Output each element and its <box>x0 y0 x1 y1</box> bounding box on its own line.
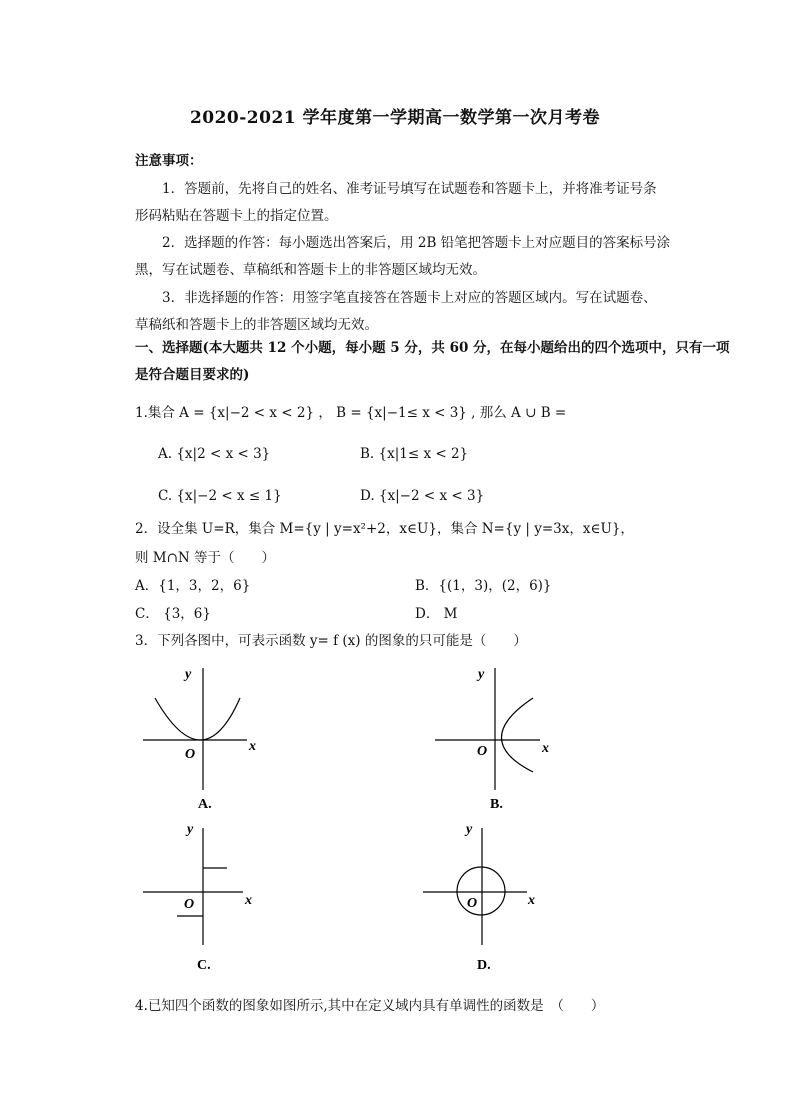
q1-stem: 1.集合 A = {x|−2 < x < 2} ， B = {x|−1≤ x < 3} , 那么 A ∪ B = <box>135 405 567 421</box>
q2-option-b: B．{(1，3)，(2，6)} <box>415 578 552 594</box>
section1-heading-line1: 一、选择题(本大题共 12 个小题，每小题 5 分，共 60 分，在每小题给出的四个选项中，只有一项 <box>135 340 730 356</box>
q3-stem: 3．下列各图中，可表示函数 y= f (x) 的图象的只可能是（ ） <box>135 633 527 649</box>
notice-item-1-line1: 1．答题前，先将自己的姓名、准考证号填写在试题卷和答题卡上，并将准考证号条 <box>162 181 657 197</box>
q4-stem: 4.已知四个函数的图象如图所示,其中在定义域内具有单调性的函数是 （ ） <box>135 998 605 1014</box>
section1-heading-line2: 是符合题目要求的) <box>135 367 250 383</box>
exam-title: 2020-2021 学年度第一学期高一数学第一次月考卷 <box>189 108 601 128</box>
q2-option-c: C． {3，6} <box>135 606 211 622</box>
x-label: x <box>528 893 535 908</box>
notice-item-2-line2: 黑，写在试题卷、草稿纸和答题卡上的非答题区域均无效。 <box>135 262 486 278</box>
graph-caption: C. <box>197 958 211 973</box>
y-label: y <box>478 667 485 682</box>
y-label: y <box>466 822 473 837</box>
sideways-parabola-curve <box>502 698 534 772</box>
q1-option-b: B. {x|1≤ x < 2} <box>360 446 469 462</box>
notice-item-1-line2: 形码粘贴在答题卡上的指定位置。 <box>135 208 338 224</box>
q2-option-a: A．{1，3，2，6} <box>135 578 251 594</box>
notice-heading: 注意事项： <box>135 153 203 169</box>
graph-caption: B. <box>490 797 503 812</box>
x-label: x <box>245 893 252 908</box>
q1-option-a: A. {x|2 < x < 3} <box>158 446 271 462</box>
circle-curve <box>457 867 505 915</box>
origin-label: O <box>477 744 488 759</box>
origin-label: O <box>467 896 478 911</box>
x-label: x <box>249 739 256 754</box>
notice-item-3-line2: 草稿纸和答题卡上的非答题区域均无效。 <box>135 317 378 333</box>
origin-label: O <box>185 747 196 762</box>
q1-option-c: C. {x|−2 < x ≤ 1} <box>158 488 282 504</box>
q3-graph-a <box>135 660 265 815</box>
y-label: y <box>187 822 194 837</box>
graph-caption: D. <box>477 958 491 973</box>
q1-option-d: D. {x|−2 < x < 3} <box>360 488 485 504</box>
q2-stem-line2: 则 M∩N 等于（ ） <box>135 550 276 566</box>
notice-item-2-line1: 2．选择题的作答：每小题选出答案后，用 2B 铅笔把答题卡上对应题目的答案标号涂 <box>162 235 671 251</box>
origin-label: O <box>184 897 195 912</box>
q2-stem: 2．设全集 U=R，集合 M={y | y=x²+2，x∈U}，集合 N={y | y=3x，x∈U}， <box>135 521 634 537</box>
q2-option-d: D． M <box>415 606 458 622</box>
y-label: y <box>185 667 192 682</box>
x-label: x <box>542 741 549 756</box>
q3-graph-b <box>430 660 560 815</box>
parabola-curve <box>155 698 240 740</box>
graph-caption: A. <box>198 797 212 812</box>
q3-graph-d <box>415 820 545 975</box>
q3-graph-c <box>135 820 265 975</box>
notice-item-3-line1: 3．非选择题的作答：用签字笔直接答在答题卡上对应的答题区域内。写在试题卷、 <box>162 290 657 306</box>
